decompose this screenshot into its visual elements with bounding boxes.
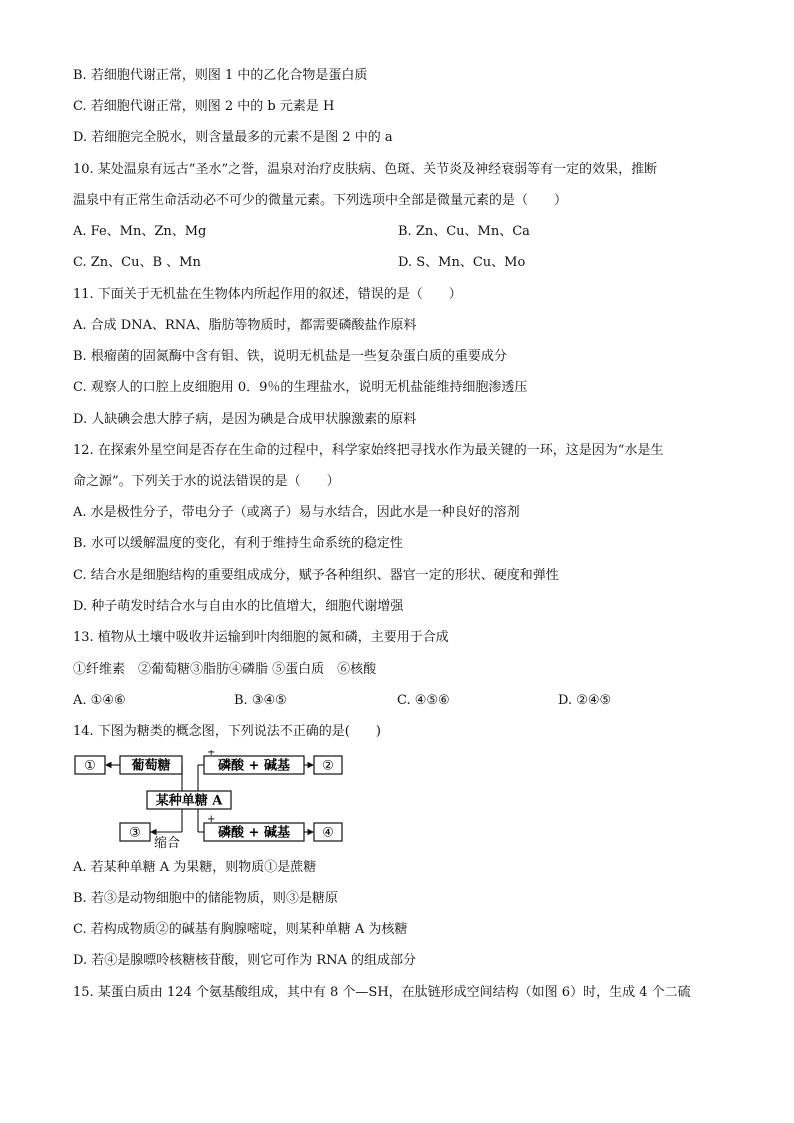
q10-option-d: D. S、Mn、Cu、Mo bbox=[398, 255, 526, 270]
box-4-label: ④ bbox=[322, 825, 334, 841]
sugar-a-label: 某种单糖 A bbox=[155, 793, 223, 809]
plus-top: + bbox=[207, 750, 216, 758]
q11-option-b: B. 根瘤菌的固氮酶中含有钼、铁，说明无机盐是一些复杂蛋白质的重要成分 bbox=[73, 349, 507, 364]
q9-option-c: C. 若细胞代谢正常，则图 2 中的 b 元素是 H bbox=[73, 99, 335, 114]
glucose-label: 葡萄糖 bbox=[131, 758, 171, 774]
plus-bottom: + bbox=[207, 814, 216, 825]
q14-option-c: C. 若构成物质②的碱基有胸腺嘧啶，则某种单糖 A 为核糖 bbox=[73, 922, 408, 937]
box-1-label: ① bbox=[84, 758, 96, 774]
q11-stem: 11. 下面关于无机盐在生物体内所起作用的叙述，错误的是（ ） bbox=[73, 287, 462, 302]
q13-option-d: D. ②④⑤ bbox=[558, 693, 612, 708]
sugar-concept-diagram bbox=[74, 750, 344, 850]
q13-stem: 13. 植物从土壤中吸收并运输到叶肉细胞的氮和磷，主要用于合成 bbox=[73, 630, 449, 645]
q11-option-a: A. 合成 DNA、RNA、脂肪等物质时，都需要磷酸盐作原料 bbox=[73, 318, 417, 333]
q12-option-c: C. 结合水是细胞结构的重要组成成分，赋予各种组织、器官一定的形状、硬度和弹性 bbox=[73, 568, 559, 583]
q13-option-a: A. ①④⑥ bbox=[73, 693, 126, 708]
q10-option-b: B. Zn、Cu、Mn、Ca bbox=[398, 224, 530, 239]
phosphate-base-top-label: 磷酸 + 碱基 bbox=[218, 758, 290, 774]
q9-option-d: D. 若细胞完全脱水，则含量最多的元素不是图 2 中的 a bbox=[73, 130, 393, 145]
q10-stem-line1: 10. 某处温泉有远古“圣水”之誉，温泉对治疗皮肤病、色斑、关节炎及神经衰弱等有一定的效果，推断 bbox=[73, 162, 658, 177]
q12-stem-line1: 12. 在探索外星空间是否存在生命的过程中，科学家始终把寻找水作为最关键的一环，这是因为“水是生 bbox=[73, 443, 664, 458]
q13-items: ①纤维素 ②葡萄糖③脂肪④磷脂 ⑤蛋白质 ⑥核酸 bbox=[73, 662, 377, 677]
q12-stem-line2: 命之源”。下列关于水的说法错误的是（ ） bbox=[73, 474, 340, 489]
q14-stem: 14. 下图为糖类的概念图，下列说法不正确的是( ) bbox=[73, 724, 381, 739]
q13-option-b: B. ③④⑤ bbox=[234, 693, 287, 708]
q14-option-a: A. 若某种单糖 A 为果糖，则物质①是蔗糖 bbox=[73, 860, 317, 875]
box-2-label: ② bbox=[322, 758, 334, 774]
q10-stem-line2: 温泉中有正常生命活动必不可少的微量元素。下列选项中全部是微量元素的是（ ） bbox=[73, 193, 568, 208]
q10-option-a: A. Fe、Mn、Zn、Mg bbox=[73, 224, 207, 239]
q12-option-b: B. 水可以缓解温度的变化，有利于维持生命系统的稳定性 bbox=[73, 536, 403, 551]
phosphate-base-bottom-label: 磷酸 + 碱基 bbox=[218, 825, 290, 841]
q14-option-d: D. 若④是腺嘌呤核糖核苷酸，则它可作为 RNA 的组成部分 bbox=[73, 953, 417, 968]
q9-option-b: B. 若细胞代谢正常，则图 1 中的乙化合物是蛋白质 bbox=[73, 68, 368, 83]
box-3-label: ③ bbox=[129, 825, 141, 841]
q12-option-a: A. 水是极性分子，带电分子（或离子）易与水结合，因此水是一种良好的溶剂 bbox=[73, 505, 520, 520]
q12-option-d: D. 种子萌发时结合水与自由水的比值增大，细胞代谢增强 bbox=[73, 599, 404, 614]
condense-label: 缩合 bbox=[154, 836, 181, 850]
q11-option-d: D. 人缺碘会患大脖子病，是因为碘是合成甲状腺激素的原料 bbox=[73, 412, 417, 427]
q14-option-b: B. 若③是动物细胞中的储能物质，则③是糖原 bbox=[73, 891, 338, 906]
q13-option-c: C. ④⑤⑥ bbox=[397, 693, 450, 708]
q15-stem: 15. 某蛋白质由 124 个氨基酸组成，其中有 8 个—SH，在肽链形成空间结构（如图 6）时，生成 4 个二硫 bbox=[73, 985, 691, 1000]
q11-option-c: C. 观察人的口腔上皮细胞用 0．9％的生理盐水，说明无机盐能维持细胞渗透压 bbox=[73, 380, 528, 395]
q10-option-c: C. Zn、Cu、B 、Mn bbox=[73, 255, 201, 270]
